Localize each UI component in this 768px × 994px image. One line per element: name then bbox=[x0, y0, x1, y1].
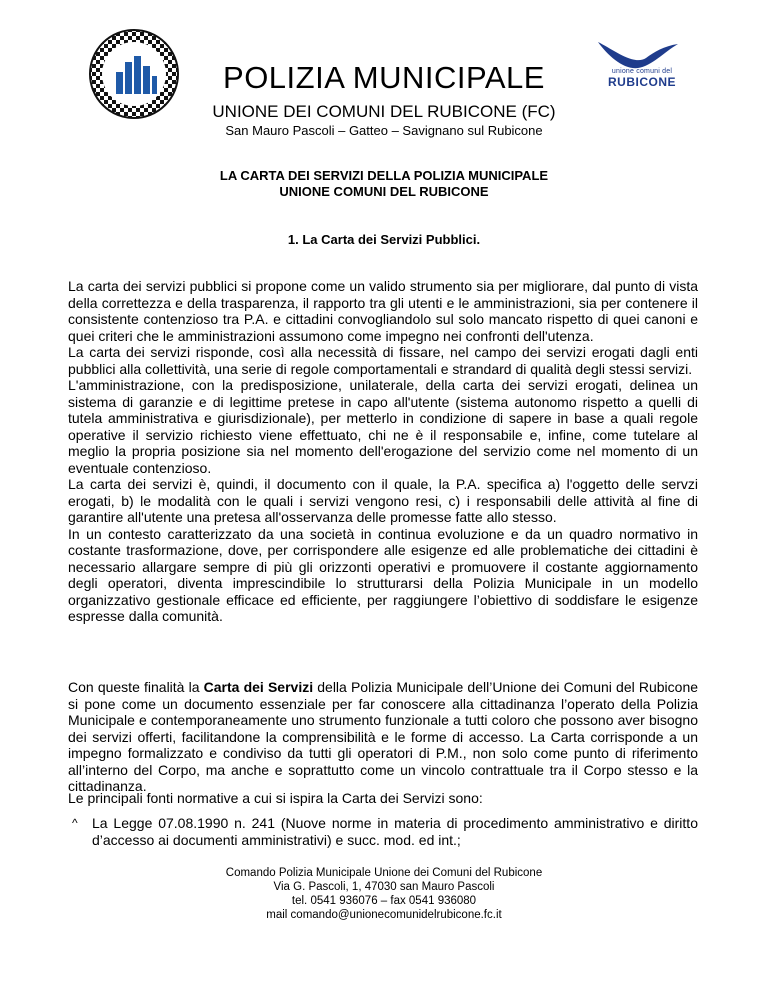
paragraph-text: della Polizia Municipale dell’Unione dei Comuni del Rubicone si pone come un documento essenziale per far conoscere alla cittadinanza l’operato della Polizia Municipale e contemporaneamente uno strumento funzionale a tutti coloro che possono aver bisogno dei servizi offerti, facilitandone la comprensibilità e le forme di accesso. La Carta corrisponde a un impegno formalizzato e condiviso da tutti gli operatori di P.M., non solo come punto di riferimento all’interno del Corpo, ma anche e soprattutto come un vincolo contrattuale tra il Corpo stesso e la cittadinanza. bbox=[68, 679, 699, 794]
paragraph: L'amministrazione, con la predisposizione, unilaterale, della carta dei servizi erogati, delinea un sistema di garanzie e di legittime pretese in capo all'utente (sistema autonomo rispetto a quelli di tutela amministrativa e giurisdizionale), per metterlo in condizione di sapere in base a quali regole operative il servizio richiesto viene effettuato, chi ne è il responsabile e, infine, come tutelare al meglio la propria posizione sia nel momento dell'erogazione del servizio come nel momento di un eventuale contenzioso. bbox=[68, 377, 698, 476]
footer-line: Comando Polizia Municipale Unione dei Comuni del Rubicone bbox=[225, 867, 543, 879]
section-heading: 1. La Carta dei Servizi Pubblici. bbox=[287, 232, 481, 247]
footer bbox=[0, 866, 768, 922]
paragraph-text: Con queste finalità la bbox=[68, 679, 204, 695]
document-title bbox=[0, 168, 768, 200]
document-title-line-1: LA CARTA DEI SERVIZI DELLA POLIZIA MUNICIPALE bbox=[219, 168, 549, 183]
footer-line: tel. 0541 936076 – fax 0541 936080 bbox=[291, 895, 477, 907]
paragraph: In un contesto caratterizzato da una società in continua evoluzione e da un quadro normativo in costante trasformazione, dove, per corrispondere alle esigenze ed alle problematiche dei cittadini è necessario allargare sempre di più gli orizzonti operativi e promuovere il costante aggiornamento degli operatori, diventa imprescindibile lo strutturarsi della Polizia Municipale in un modello organizzativo gestionale efficace ed efficiente, per raggiungere l’obiettivo di soddisfare le esigenze espresse dalla comunità. bbox=[68, 525, 698, 624]
bullet-icon: ^ bbox=[72, 816, 78, 830]
document-title-line-2: UNIONE COMUNI DEL RUBICONE bbox=[279, 184, 489, 199]
header-subtitle: UNIONE DEI COMUNI DEL RUBICONE (FC) bbox=[212, 102, 556, 121]
paragraph: La carta dei servizi è, quindi, il documento con il quale, la P.A. specifica a) l'oggetto delle servzi erogati, b) le modalità con le quali i servizi vengono resi, c) i responsabili delle attività al fine di garantire all'utente una pretesa all'osservanza delle promesse fatte allo stesso. bbox=[68, 476, 698, 525]
paragraph-bold-text: Carta dei Servizi bbox=[203, 679, 314, 695]
paragraph-carta-servizi bbox=[68, 679, 698, 795]
logo-big-text: RUBICONE bbox=[607, 75, 676, 89]
footer-line: Via G. Pascoli, 1, 47030 san Mauro Pascoli bbox=[273, 881, 495, 893]
body-text-block bbox=[68, 278, 698, 625]
footer-line: mail comando@unionecomunidelrubicone.fc.it bbox=[266, 909, 502, 921]
list-item-text: La Legge 07.08.1990 n. 241 (Nuove norme in materia di procedimento amministrativo e diritto d’accesso ai documenti amministrativi) e succ. mod. ed int.; bbox=[92, 815, 698, 848]
paragraph: La carta dei servizi pubblici si propone come un valido strumento sia per migliorare, dal punto di vista della correttezza e della trasparenza, il rapporto tra gli utenti e le amministrazioni, sia per contenere il consistente contenzioso tra P.A. e cittadini convogliandolo sul solo mancato rispetto di quei canoni e quei criteri che le amministrazioni assumono come impegno nei confronti dell'utenza. bbox=[68, 278, 698, 344]
paragraph-fonti-normative: Le principali fonti normative a cui si ispira la Carta dei Servizi sono: bbox=[68, 790, 483, 806]
logo-small-text: unione comuni del bbox=[611, 68, 673, 75]
header-title: POLIZIA MUNICIPALE bbox=[223, 60, 545, 95]
header-towns: San Mauro Pascoli – Gatteo – Savignano sul Rubicone bbox=[225, 123, 543, 138]
paragraph: La carta dei servizi risponde, così alla necessità di fissare, nel campo dei servizi erogati dagli enti pubblici alla collettività, una serie di regole comportamentali e strandard di qualità degli stessi servizi. bbox=[68, 344, 698, 377]
list-item bbox=[72, 815, 698, 848]
